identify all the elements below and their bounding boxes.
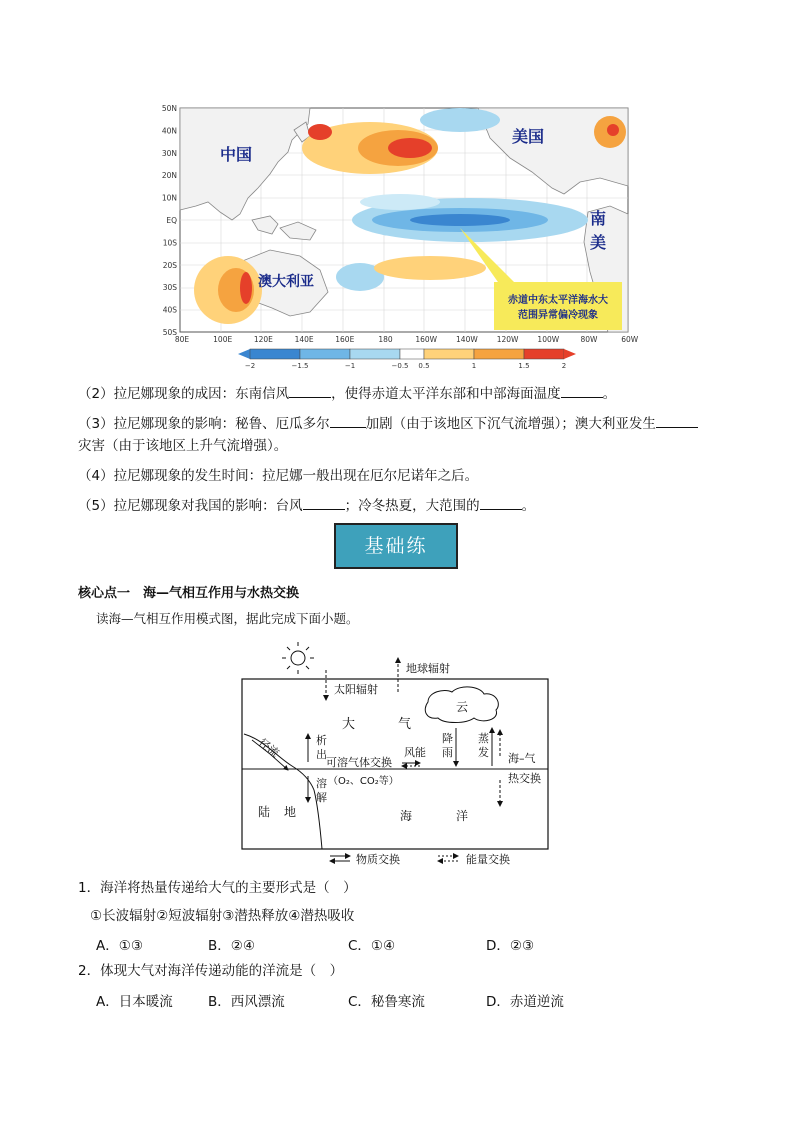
label-evap-2: 发: [478, 746, 489, 759]
legend-tick: −0.5: [391, 362, 409, 370]
label-sea-air-2: 热交换: [508, 772, 541, 785]
longitude-label: 180: [378, 335, 393, 344]
q2-option-b[interactable]: B．西风漂流: [208, 994, 285, 1010]
map-svg: [160, 102, 639, 370]
longitude-label: 80W: [580, 335, 598, 344]
legend-tick: −2: [244, 362, 256, 370]
latitude-label: 10N: [161, 193, 177, 203]
label-dissolve-1: 溶: [316, 777, 327, 790]
item-2: （2）拉尼娜现象的成因：东南信风 ，使得赤道太平洋东部和中部海面温度 。: [78, 383, 616, 404]
intro-text: 读海—气相互作用模式图，据此完成下面小题。: [96, 611, 359, 626]
blank-3a[interactable]: [330, 413, 366, 428]
label-precipitate-1: 析: [316, 734, 327, 747]
label-land-1: 陆: [258, 805, 271, 819]
legend-tick: 0.5: [418, 362, 430, 370]
longitude-labels: [175, 335, 639, 344]
label-soluble-gas: 可溶气体交换: [326, 756, 392, 769]
label-runoff: 径流: [256, 736, 282, 760]
longitude-label: 140W: [456, 335, 478, 344]
blank-2a[interactable]: [289, 383, 331, 398]
label-south-america-2: 美: [590, 233, 607, 252]
section-heading: 核心点一 海—气相互作用与水热交换: [78, 586, 300, 601]
q2-option-d[interactable]: D．赤道逆流: [486, 994, 564, 1010]
legend-energy-label: 能量交换: [466, 853, 510, 866]
label-earth-radiation: 地球辐射: [406, 662, 450, 675]
q2-option-c[interactable]: C．秘鲁寒流: [348, 994, 425, 1010]
longitude-label: 80E: [174, 335, 190, 344]
sea-air-interaction-diagram: [230, 630, 560, 875]
label-cloud: 云: [456, 700, 469, 714]
longitude-label: 140E: [294, 335, 314, 344]
callout-line1: 赤道中东太平洋海水大: [508, 295, 608, 306]
legend-tick: 1.5: [518, 362, 530, 370]
label-dissolve-2: 解: [316, 791, 327, 804]
item-4: （4）拉尼娜现象的发生时间：拉尼娜一般出现在厄尔尼诺年之后。: [78, 468, 479, 484]
longitude-label: 60W: [621, 335, 639, 344]
latitude-label: 20N: [161, 171, 177, 181]
latitude-label: 20S: [162, 260, 177, 270]
label-rain-2: 雨: [442, 746, 453, 759]
label-wind-energy: 风能: [404, 746, 426, 759]
question-1-choices: ①长波辐射②短波辐射③潜热释放④潜热吸收: [90, 908, 355, 924]
longitude-label: 120W: [496, 335, 519, 344]
latitude-label: 30S: [162, 283, 177, 293]
label-gases: （O₂、CO₂等）: [328, 776, 399, 787]
latitude-label: 10S: [162, 238, 177, 248]
legend-material-label: 物质交换: [356, 853, 400, 866]
latitude-label: 40N: [161, 126, 177, 136]
legend-tick: −1: [344, 362, 356, 370]
callout-box: [494, 282, 622, 330]
longitude-label: 120E: [253, 335, 273, 344]
sun-icon: [282, 642, 314, 674]
diagram-svg: [230, 630, 560, 875]
longitude-label: 160E: [335, 335, 355, 344]
q1-option-a[interactable]: A．①③: [96, 938, 143, 954]
callout-line2: 范围异常偏冷现象: [518, 310, 598, 321]
latitude-label: 50S: [162, 328, 177, 337]
legend-tick: 2: [561, 362, 567, 370]
item-3: （3）拉尼娜现象的影响：秘鲁、厄瓜多尔 加剧（由于该地区下沉气流增强）；澳大利亚发生: [78, 413, 698, 434]
q1-option-c[interactable]: C．①④: [348, 938, 396, 954]
label-china: 中国: [220, 145, 253, 164]
question-2-stem: 2．体现大气对海洋传递动能的洋流是（ ）: [78, 963, 344, 979]
label-ocean-2: 洋: [456, 809, 469, 823]
label-atmosphere-2: 气: [398, 717, 412, 732]
blank-5b[interactable]: [480, 495, 522, 510]
blank-5a[interactable]: [303, 495, 345, 510]
legend-tick: 1: [471, 362, 477, 370]
latitude-label: EQ: [166, 216, 177, 225]
latitude-label: 30N: [161, 148, 177, 158]
label-atmosphere-1: 大: [342, 717, 356, 732]
label-land-2: 地: [284, 805, 297, 819]
label-rain-1: 降: [442, 732, 453, 745]
latitude-labels: [162, 104, 177, 337]
color-legend: [238, 349, 576, 359]
q1-option-d[interactable]: D．②③: [486, 938, 535, 954]
diagram-frame: [242, 679, 548, 849]
longitude-label: 100W: [537, 335, 560, 344]
label-south-america-1: 南: [590, 209, 607, 228]
label-sea-air-1: 海–气: [508, 752, 536, 765]
label-ocean-1: 海: [400, 809, 413, 823]
label-australia: 澳大利亚: [258, 274, 314, 290]
latitude-label: 50N: [161, 104, 177, 113]
label-usa: 美国: [512, 127, 545, 146]
label-solar-radiation: 太阳辐射: [334, 683, 378, 696]
longitude-label: 100E: [213, 335, 233, 344]
q2-option-a[interactable]: A．日本暖流: [96, 994, 173, 1010]
blank-3b[interactable]: [656, 413, 698, 428]
latitude-label: 40S: [162, 305, 177, 315]
question-1-stem: 1．海洋将热量传递给大气的主要形式是（ ）: [78, 880, 357, 896]
blank-2b[interactable]: [561, 383, 603, 398]
coastline: [244, 734, 322, 849]
longitude-label: 160W: [415, 335, 438, 344]
basic-practice-banner: 基础练: [334, 523, 458, 569]
q1-option-b[interactable]: B．②④: [208, 938, 255, 954]
label-evap-1: 蒸: [478, 732, 489, 745]
legend-tick-labels: [245, 362, 566, 370]
legend-tick: −1.5: [291, 362, 309, 370]
label-precipitate-2: 出: [316, 748, 327, 761]
sst-anomaly-map: [160, 102, 639, 370]
item-5: （5）拉尼娜现象对我国的影响：台风 ；冷冬热夏，大范围的 。: [78, 495, 535, 516]
item-3-cont: 灾害（由于该地区上升气流增强）。: [78, 438, 288, 454]
